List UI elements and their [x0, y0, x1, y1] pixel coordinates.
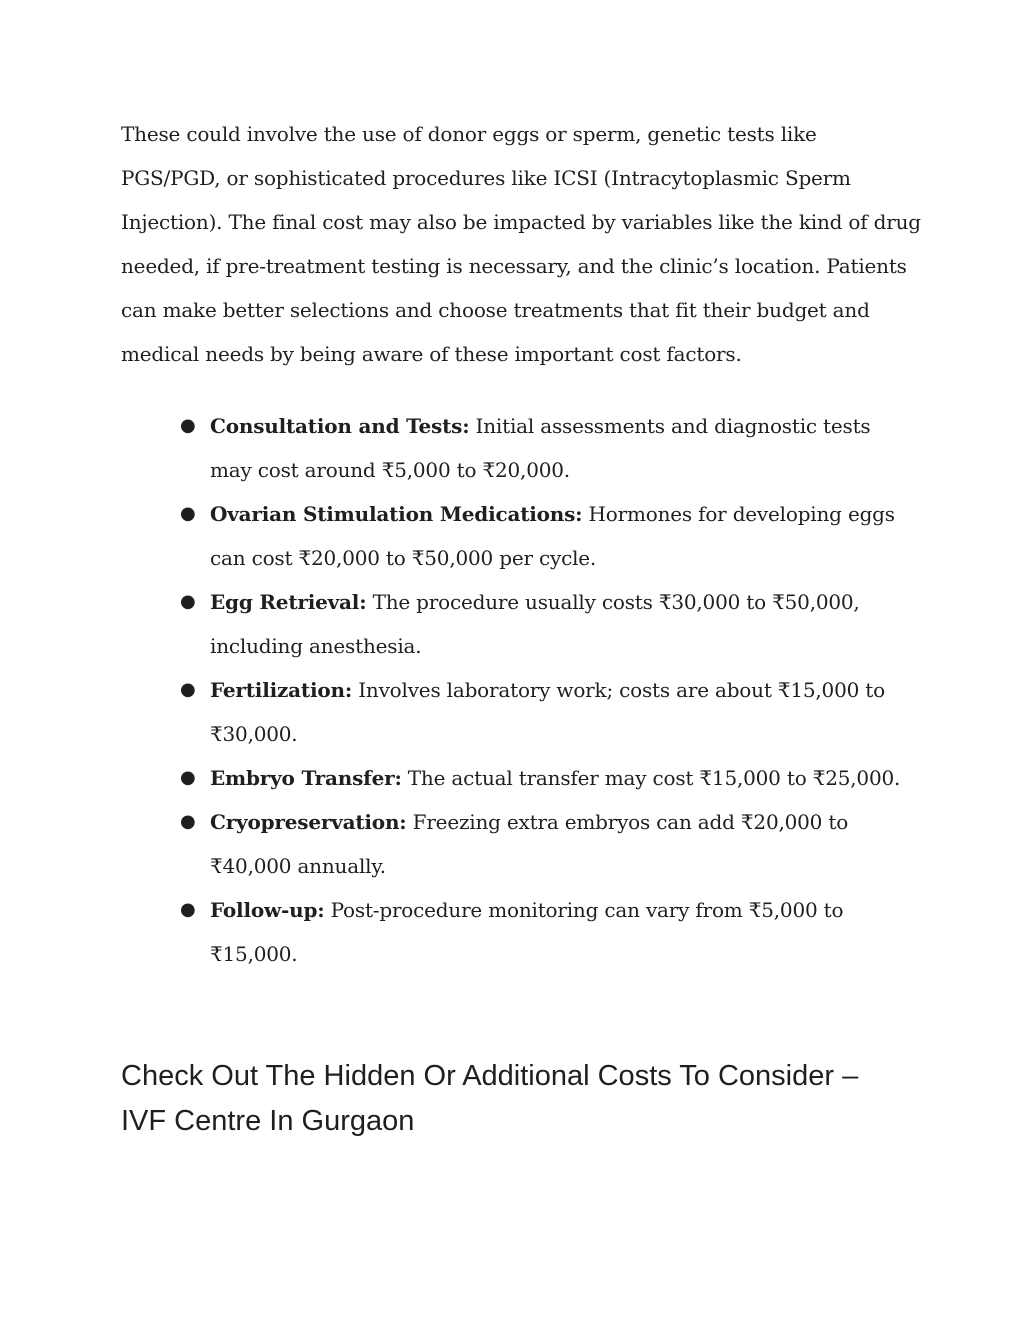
item-term: Embryo Transfer: — [210, 766, 402, 790]
bullet-icon: ● — [180, 811, 196, 832]
item-term: Consultation and Tests: — [210, 414, 470, 438]
section-heading: Check Out The Hidden Or Additional Costs To Consider – IVF Centre In Gurgaon — [121, 1060, 859, 1137]
list-item-follow-up — [180, 888, 910, 976]
item-term: Fertilization: — [210, 678, 353, 702]
bullet-icon: ● — [180, 503, 196, 524]
item-description: Freezing extra embryos can add ₹20,000 to ₹40,000 annually. — [210, 810, 849, 878]
item-term: Follow-up: — [210, 898, 325, 922]
bullet-icon: ● — [180, 767, 196, 788]
bullet-icon: ● — [180, 591, 196, 612]
item-term: Cryopreservation: — [210, 810, 407, 834]
list-item-egg-retrieval — [180, 580, 910, 668]
list-item-ovarian-stimulation — [180, 492, 910, 580]
item-term: Ovarian Stimulation Medications: — [210, 502, 583, 526]
bullet-icon: ● — [180, 415, 196, 436]
list-item-fertilization — [180, 668, 910, 756]
item-description: Post-procedure monitoring can vary from ₹5,000 to ₹15,000. — [210, 898, 844, 966]
intro-paragraph: These could involve the use of donor eggs or sperm, genetic tests like PGS/PGD, or sophisticated procedures like ICSI (Intracytoplasmic Sperm Injection). The final cost may also be impacted by variables like the kind of drug needed, if pre-treatment testing is necessary, and the clinic’s location. Patients can make better selections and choose treatments that fit their budget and medical needs by being aware of these important cost factors. — [121, 122, 921, 366]
item-description: The actual transfer may cost ₹15,000 to ₹25,000. — [407, 766, 901, 790]
item-term: Egg Retrieval: — [210, 590, 367, 614]
item-description: Involves laboratory work; costs are about ₹15,000 to ₹30,000. — [210, 678, 885, 746]
item-description: Hormones for developing eggs can cost ₹20,000 to ₹50,000 per cycle. — [210, 502, 895, 570]
item-description: Initial assessments and diagnostic tests may cost around ₹5,000 to ₹20,000. — [210, 414, 871, 482]
bullet-icon: ● — [180, 679, 196, 700]
list-item-cryopreservation — [180, 800, 910, 888]
list-item-consultation — [180, 404, 910, 492]
list-item-embryo-transfer — [180, 756, 910, 800]
cost-factors-list — [180, 404, 910, 976]
bullet-icon: ● — [180, 899, 196, 920]
item-description: The procedure usually costs ₹30,000 to ₹50,000, including anesthesia. — [210, 590, 860, 658]
